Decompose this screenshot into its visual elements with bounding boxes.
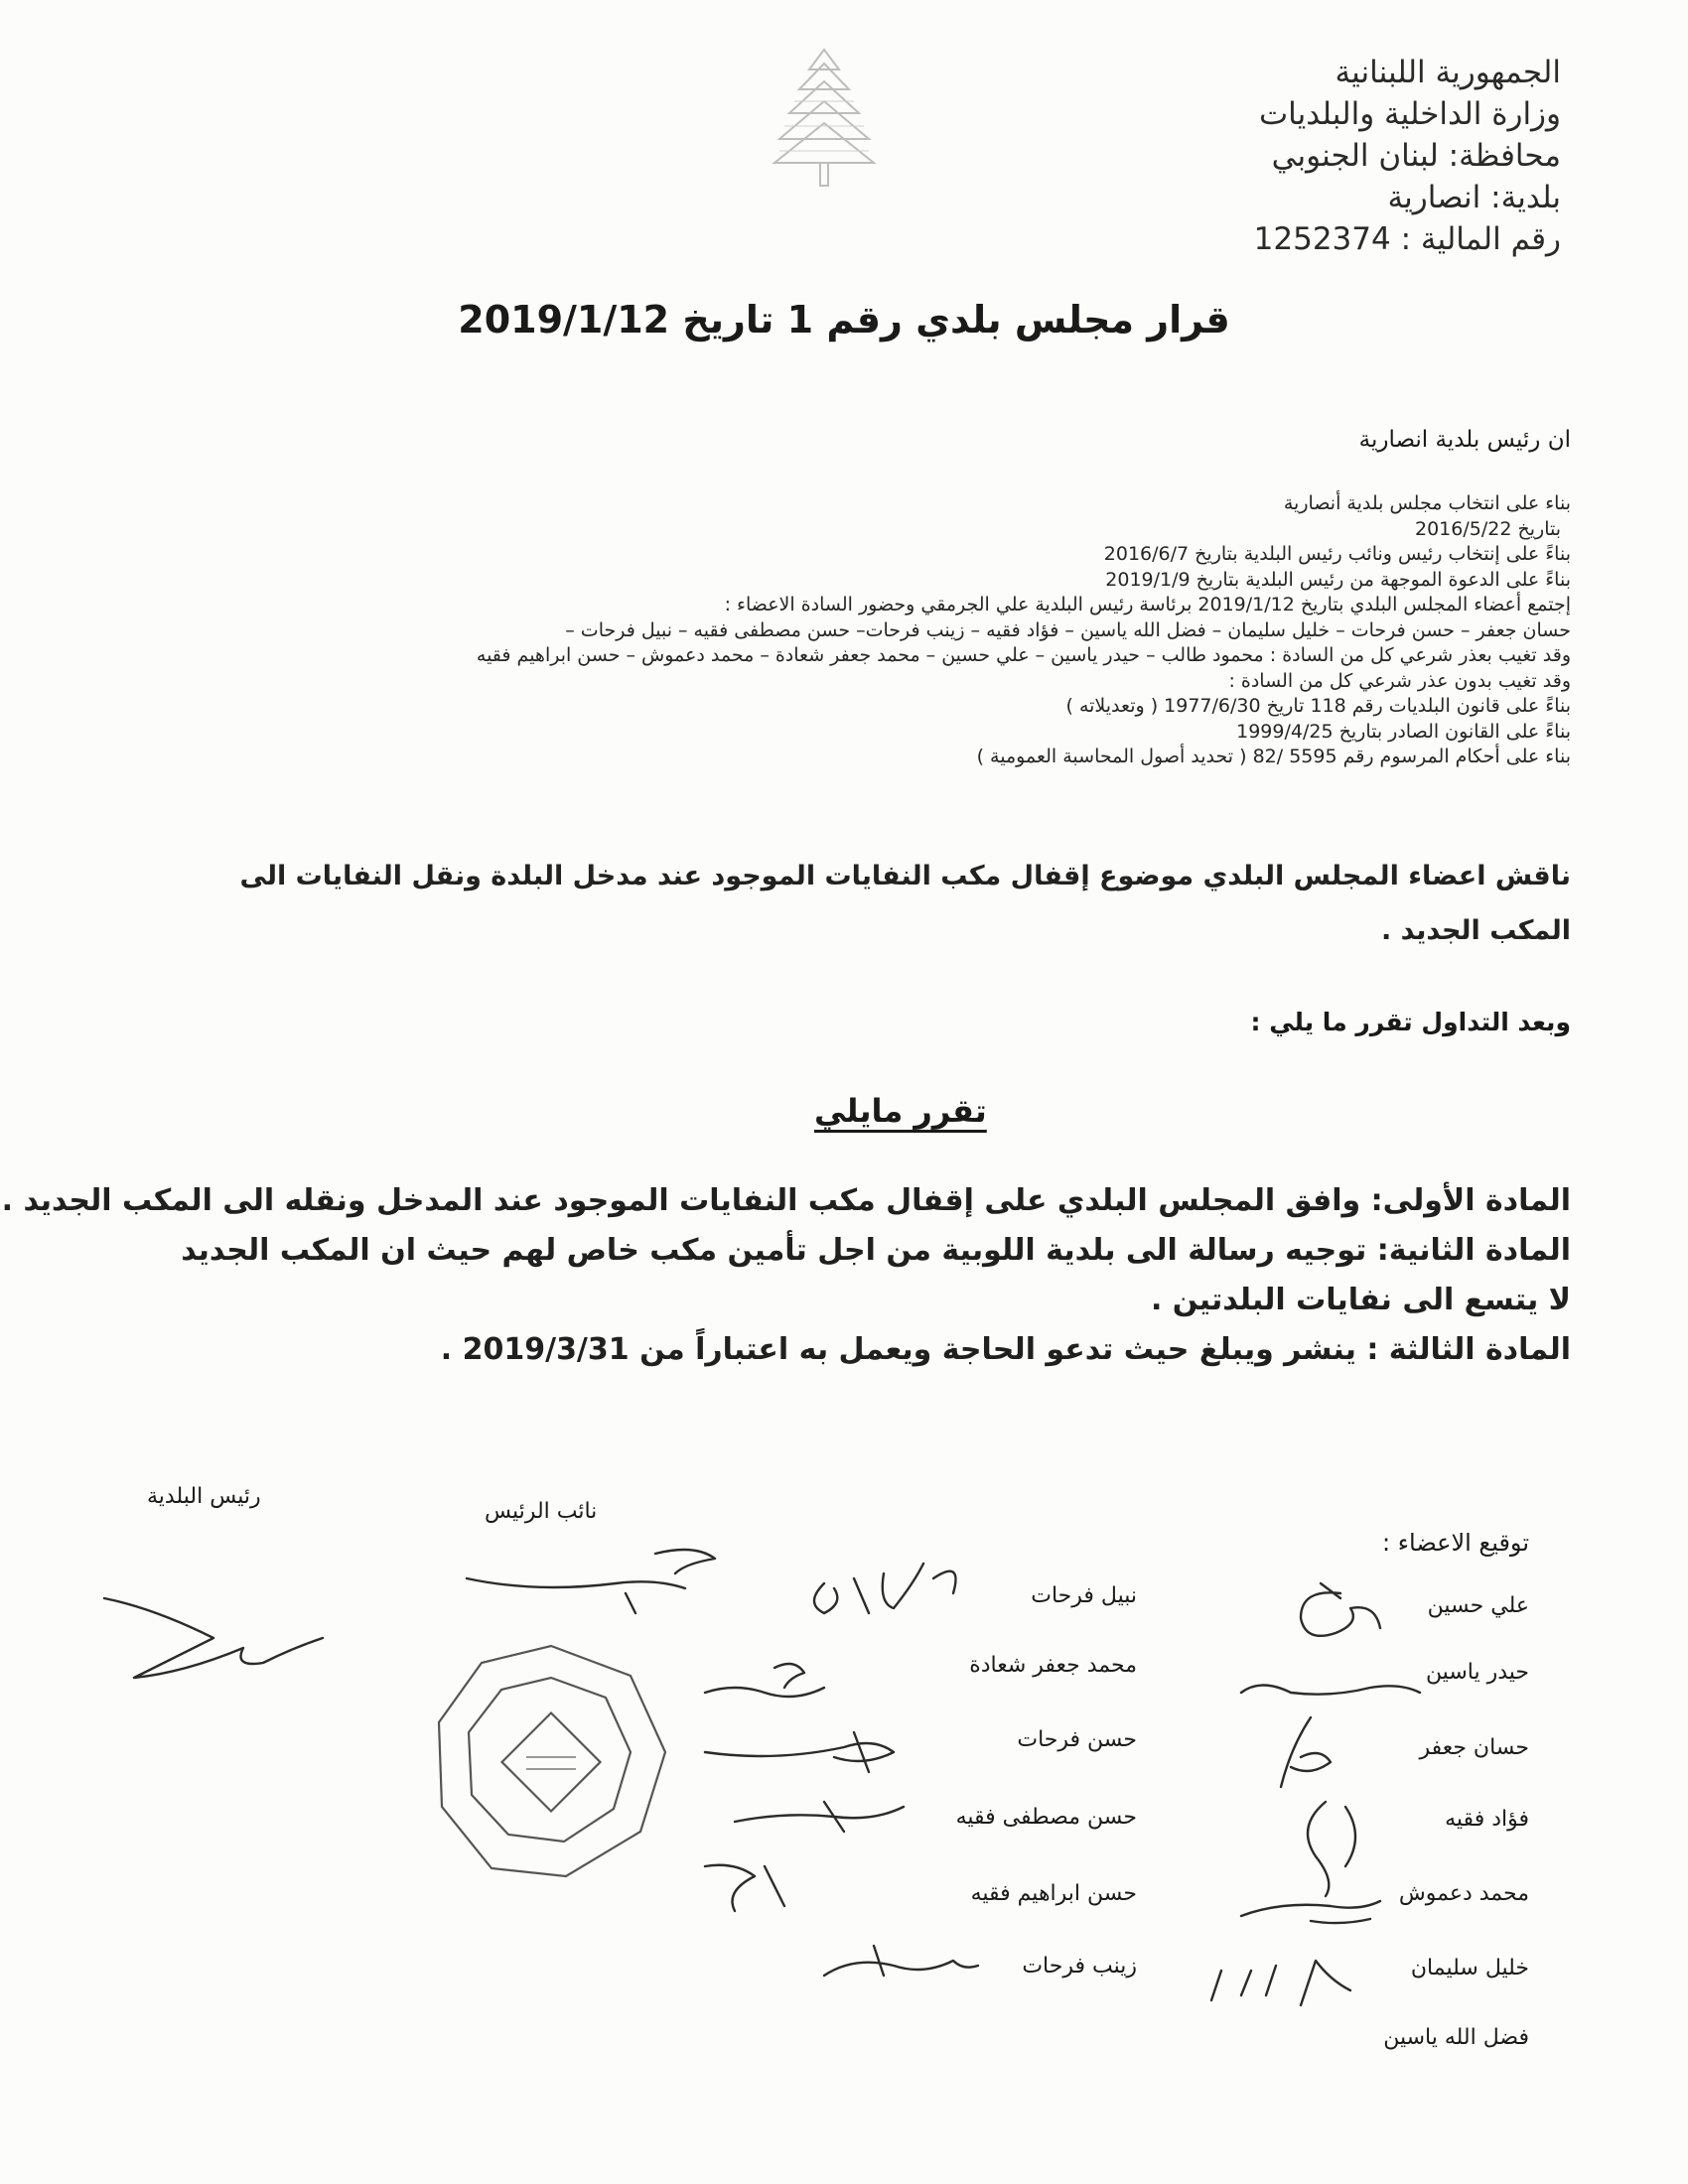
- member-name: فضل الله ياسين: [1383, 2025, 1529, 2050]
- header-republic: الجمهورية اللبنانية: [1335, 55, 1561, 90]
- member-name: حسن فرحات: [1017, 1727, 1137, 1752]
- member-name: زينب فرحات: [1022, 1954, 1137, 1979]
- member-name: علي حسين: [1427, 1593, 1529, 1618]
- header-municipality: بلدية: انصارية: [1387, 180, 1561, 215]
- recital-line: وقد تغيب بعذر شرعي كل من السادة : محمود طالب – حيدر ياسين – علي حسين – محمد جعفر شعادة – محمد دعموش – حسن ابراهيم فقيه: [476, 644, 1571, 666]
- president-signature: [94, 1578, 352, 1707]
- member-name: فؤاد فقيه: [1445, 1807, 1529, 1832]
- member-signature: [1231, 1881, 1390, 1941]
- member-name: محمد دعموش: [1398, 1881, 1529, 1906]
- recital-line: بناءً على قانون البلديات رقم 118 تاريخ 1977/6/30 ( وتعديلاته ): [1065, 695, 1571, 717]
- header-ministry: وزارة الداخلية والبلديات: [1259, 96, 1561, 132]
- discussion-paragraph: ناقش اعضاء المجلس البلدي موضوع إقفال مكب النفايات الموجود عند مدخل البلدة ونقل النفايات الى المكب الجديد .: [239, 861, 1571, 946]
- recital-line: حسان جعفر – حسن فرحات – خليل سليمان – فضل الله ياسين – فؤاد فقيه – زينب فرحات– حسن مصطفى فقيه – نبيل فرحات –: [565, 618, 1571, 641]
- member-signature: [725, 1787, 923, 1846]
- member-name: حيدر ياسين: [1425, 1660, 1529, 1685]
- cedar-emblem-icon: [765, 42, 884, 191]
- article-first: المادة الأولى: وافق المجلس البلدي على إقفال مكب النفايات الموجود عند المدخل ونقله الى المكب الجديد .: [1, 1183, 1571, 1218]
- member-name: محمد جعفر شعادة: [969, 1653, 1137, 1678]
- member-signature: [814, 1936, 993, 1995]
- article-second: المادة الثانية: توجيه رسالة الى بلدية اللوبية من اجل تأمين مكب خاص لهم حيث ان المكب الجديد: [181, 1233, 1571, 1268]
- recital-line: وقد تغيب بدون عذر شرعي كل من السادة :: [1228, 669, 1571, 692]
- article-second-continued: لا يتسع الى نفايات البلدتين .: [1150, 1283, 1571, 1317]
- municipality-stamp-icon: [427, 1638, 675, 1886]
- vice-president-label: نائب الرئيس: [485, 1499, 598, 1524]
- member-name: حسان جعفر: [1419, 1735, 1529, 1760]
- header-governorate: محافظة: لبنان الجنوبي: [1271, 138, 1561, 174]
- recital-line: بناء على أحكام المرسوم رقم 5595 /82 ( تحديد أصول المحاسبة العمومية ): [976, 746, 1571, 767]
- recital-line: بناءً على القانون الصادر بتاريخ 1999/4/25: [1236, 720, 1571, 743]
- recitals: [379, 491, 1571, 770]
- header-financial-number: رقم المالية : 1252374: [1253, 221, 1561, 257]
- member-signature: [1192, 1951, 1370, 2020]
- article-third: المادة الثالثة : ينشر ويبلغ حيث تدعو الحاجة ويعمل به اعتباراً من 2019/3/31 .: [440, 1332, 1571, 1367]
- recital-line: إجتمع أعضاء المجلس البلدي بتاريخ 2019/1/12 برئاسة رئيس البلدية علي الجرمقي وحضور السادة الاعضاء :: [724, 594, 1571, 615]
- document-header: [1144, 52, 1561, 260]
- members-signature-label: توقيع الاعضاء :: [1382, 1529, 1529, 1557]
- decision-title: قرار مجلس بلدي رقم 1 تاريخ 2019/1/12: [458, 298, 1230, 341]
- recital-line: بناء على انتخاب مجلس بلدية أنصارية: [1283, 492, 1571, 514]
- member-signature: [695, 1712, 933, 1782]
- vice-president-signature: [457, 1534, 735, 1623]
- recital-line: بناءً على الدعوة الموجهة من رئيس البلدية بتاريخ 2019/1/9: [1105, 568, 1571, 591]
- decision-heading: تقرر مايلي: [814, 1092, 987, 1130]
- recital-line: بناءً على إنتخاب رئيس ونائب رئيس البلدية بتاريخ 2016/6/7: [1103, 543, 1571, 565]
- member-signature: [1281, 1573, 1390, 1663]
- recital-line: بتاريخ 2016/5/22: [1415, 517, 1561, 540]
- president-label: رئيس البلدية: [147, 1484, 261, 1509]
- member-name: نبيل فرحات: [1031, 1583, 1137, 1608]
- member-signature: [794, 1544, 973, 1633]
- articles: [1, 1176, 1571, 1375]
- intro-line: ان رئيس بلدية انصارية: [1358, 427, 1571, 453]
- member-name: حسن ابراهيم فقيه: [970, 1881, 1137, 1906]
- member-name: حسن مصطفى فقيه: [955, 1805, 1137, 1830]
- member-name: خليل سليمان: [1410, 1956, 1529, 1980]
- deliberation-line: وبعد التداول تقرر ما يلي :: [1250, 1008, 1571, 1036]
- member-signature: [685, 1846, 824, 1926]
